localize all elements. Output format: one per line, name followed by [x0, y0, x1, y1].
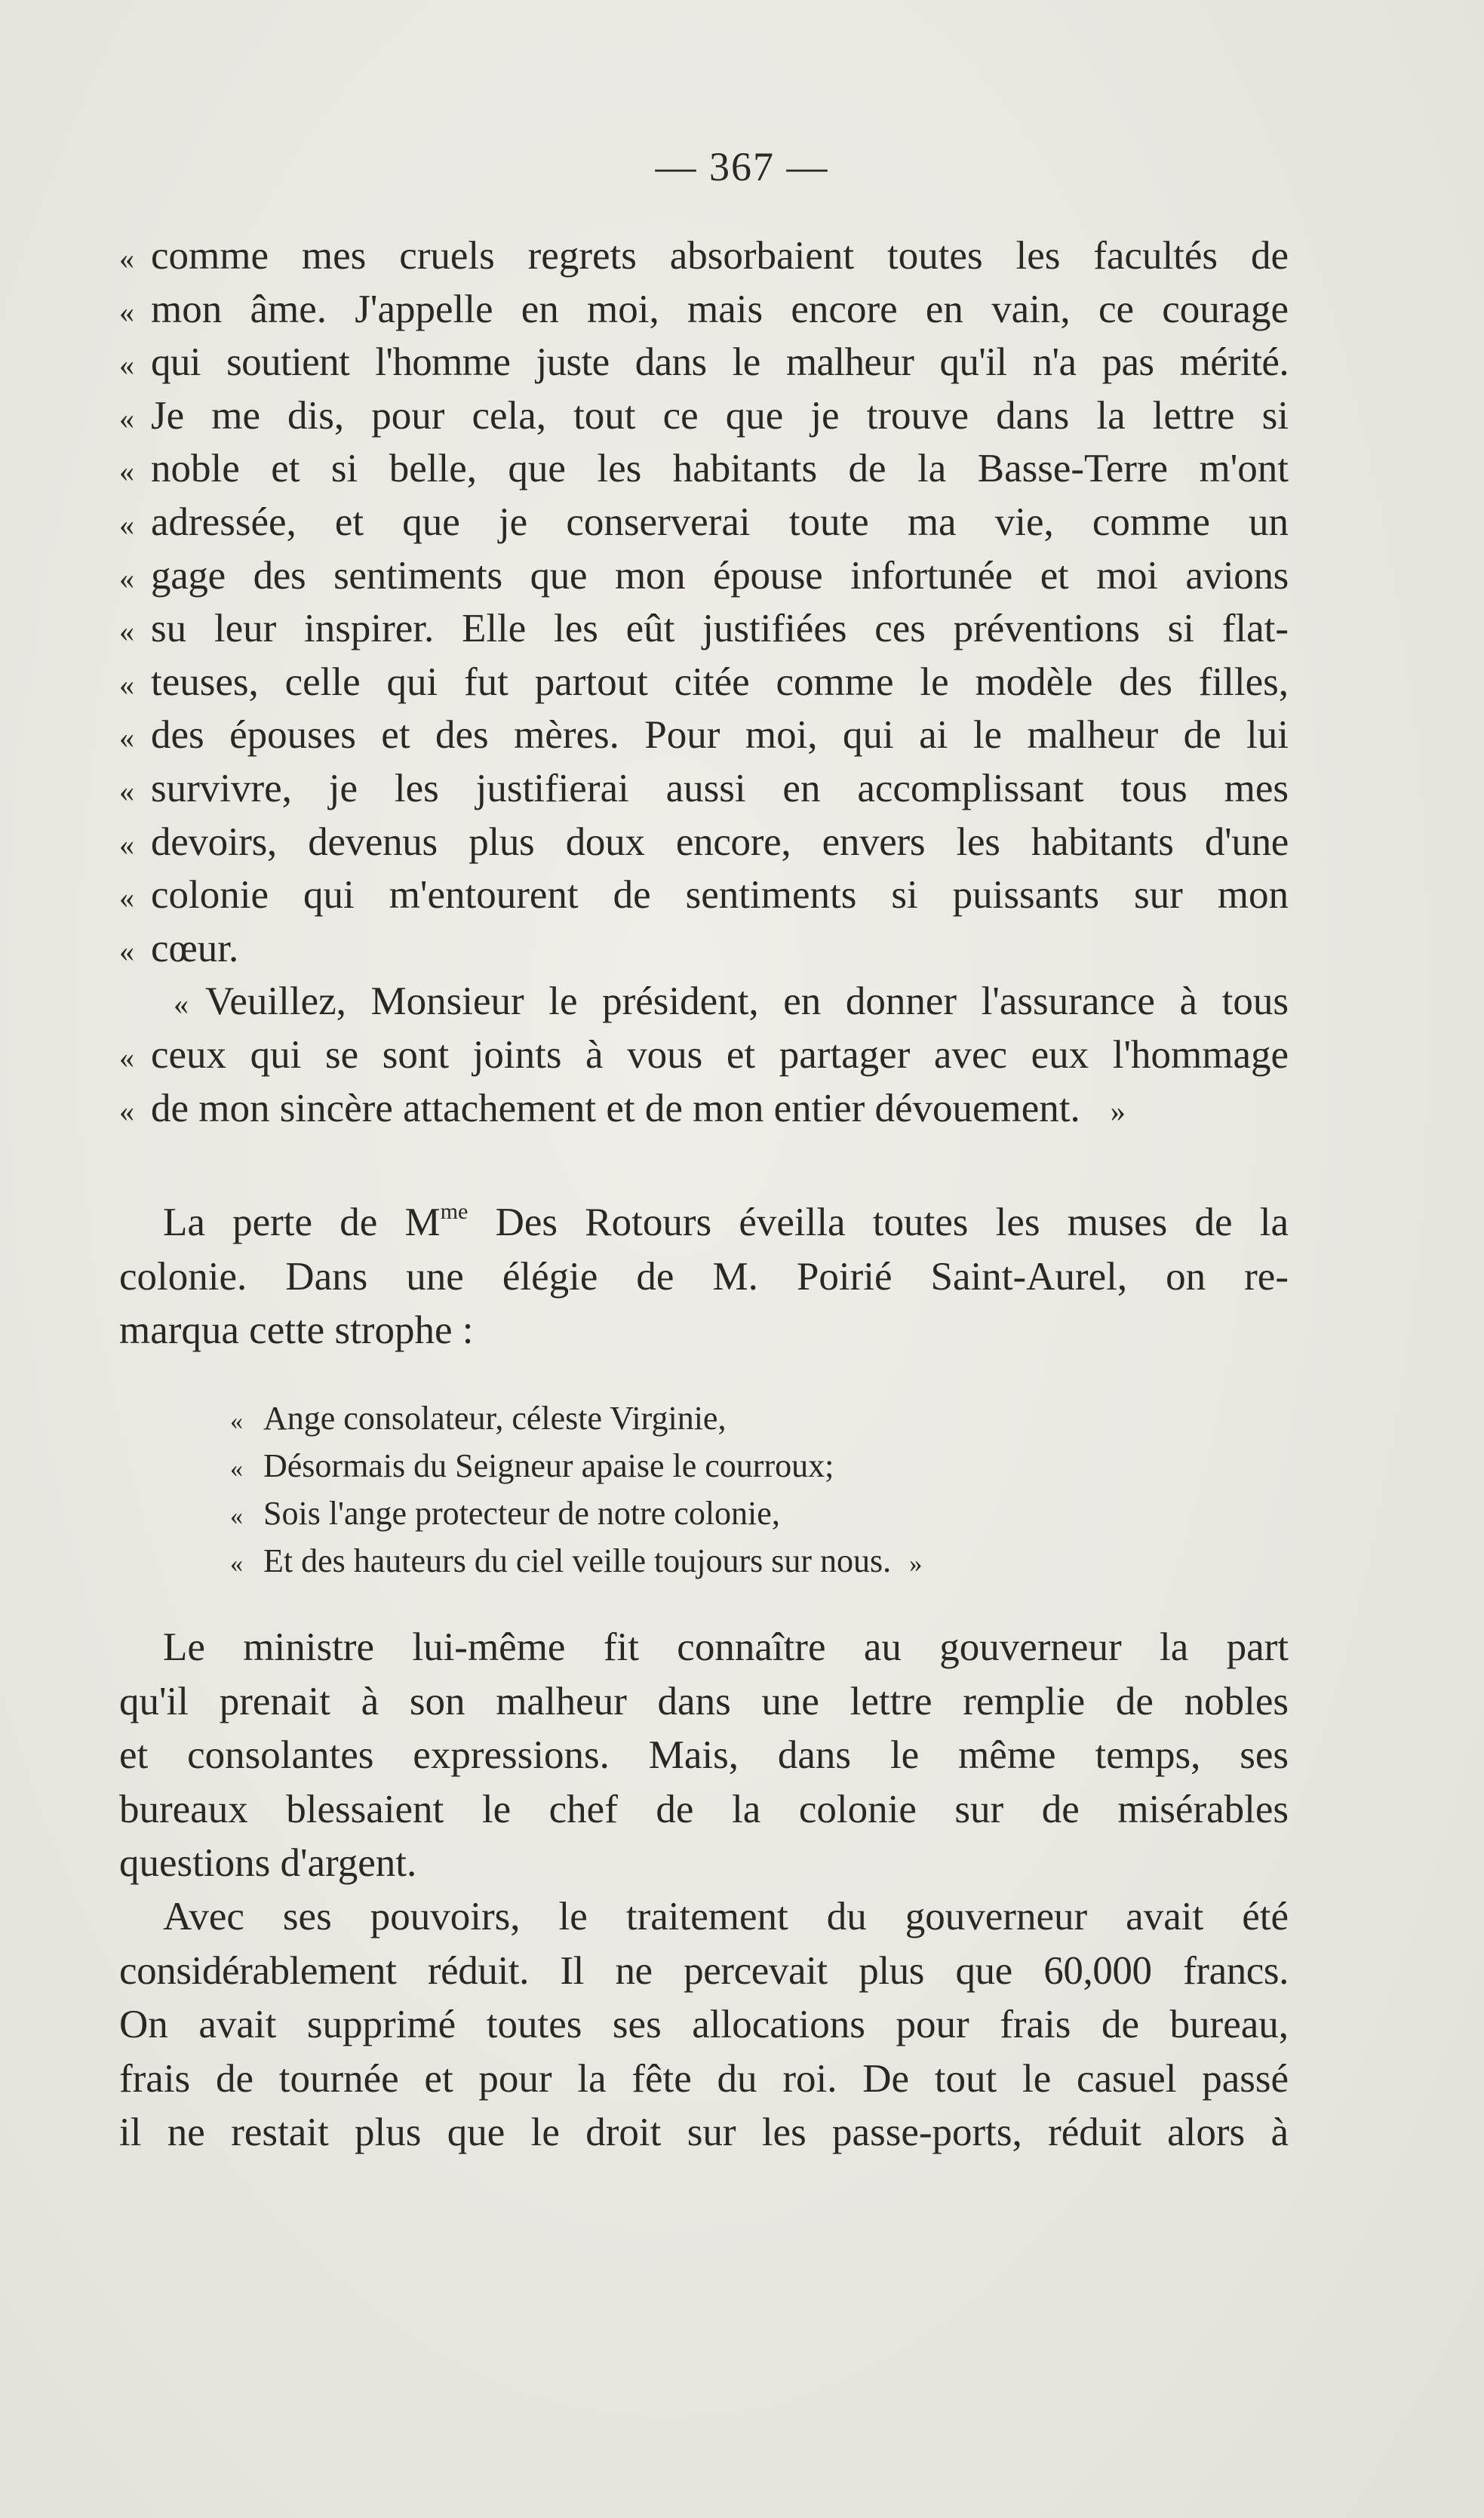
poem-line-text: Ange consolateur, céleste Virginie,	[263, 1400, 727, 1437]
letter-line-text: devoirs, devenus plus doux encore, envers les habitants d'une	[151, 819, 1289, 864]
letter-line-text: Je me dis, pour cela, tout ce que je trouve dans la lettre si	[151, 393, 1289, 438]
letter-line-text: su leur inspirer. Elle les eût justifiées ces préventions si flat-	[151, 607, 1289, 651]
quoted-letter	[119, 229, 1289, 1135]
letter-line	[119, 283, 1289, 337]
letter-line-text: noble et si belle, que les habitants de la Basse-Terre m'ont	[151, 447, 1289, 491]
paragraph-line: considérablement réduit. Il ne percevait plus que 60,000 francs.	[119, 1948, 1289, 1993]
paragraph-muses	[119, 1196, 1289, 1358]
letter-line	[119, 602, 1289, 656]
paragraph-salary	[119, 1890, 1289, 2160]
quote-mark: «	[119, 881, 134, 915]
paragraph-line: colonie. Dans une élégie de M. Poirié Saint-Aurel, on re-	[119, 1254, 1289, 1299]
quote-mark: «	[119, 348, 134, 383]
letter-line-text: des épouses et des mères. Pour moi, qui ai le malheur de lui	[151, 713, 1289, 758]
letter-line-text: qui soutient l'homme juste dans le malheur qu'il n'a pas mérité.	[151, 340, 1289, 385]
letter-line	[119, 816, 1289, 869]
letter-line	[119, 869, 1289, 922]
quote-mark: «	[174, 987, 189, 1022]
quote-mark: «	[119, 454, 134, 489]
letter-closing-line	[119, 975, 1289, 1028]
quote-mark: «	[230, 1502, 243, 1530]
poem-line-text: Et des hauteurs du ciel veille toujours sur nous.	[263, 1542, 892, 1579]
letter-line	[119, 389, 1289, 443]
quote-mark: «	[119, 667, 134, 702]
letter-line-text: adressée, et que je conserverai toute ma vie, comme un	[151, 500, 1289, 544]
poem-stanza	[230, 1394, 1135, 1585]
paragraph-minister	[119, 1621, 1289, 1891]
paragraph-line	[119, 1196, 1289, 1250]
letter-closing-line	[119, 1082, 1289, 1136]
paragraph-line: et consolantes expressions. Mais, dans le même temps, ses	[119, 1733, 1289, 1777]
quote-mark: «	[119, 561, 134, 595]
closing-quote-mark: »	[909, 1550, 923, 1578]
quote-mark: «	[119, 241, 134, 275]
letter-line-text: colonie qui m'entourent de sentiments si puissants sur mon	[151, 873, 1289, 918]
paragraph-text: Des Rotours éveilla toutes les muses de la	[468, 1201, 1289, 1244]
letter-line	[119, 336, 1289, 389]
quote-mark: «	[119, 401, 134, 435]
paragraph-line: frais de tournée et pour la fête du roi. De tout le casuel passé	[119, 2056, 1289, 2101]
poem-line-text: Désormais du Seigneur apaise le courroux;	[263, 1447, 834, 1484]
poem-line-text: Sois l'ange protecteur de notre colonie,	[263, 1495, 780, 1532]
quote-mark: «	[119, 294, 134, 329]
letter-line-text: mon âme. J'appelle en moi, mais encore en vain, ce courage	[151, 287, 1289, 331]
paragraph-line: bureaux blessaient le chef de la colonie sur de misérables	[119, 1787, 1289, 1831]
quote-mark: «	[230, 1550, 243, 1578]
paragraph-text: La perte de M	[163, 1201, 441, 1244]
paragraph-line: Avec ses pouvoirs, le traitement du gouverneur avait été	[163, 1895, 1289, 1938]
letter-line-text: de mon sincère attachement et de mon entier dévouement.	[151, 1086, 1080, 1130]
paragraph-line: Le ministre lui-même fit connaître au gouverneur la part	[163, 1625, 1289, 1669]
closing-quote-mark: »	[1110, 1093, 1126, 1128]
letter-line	[119, 922, 1289, 976]
quote-mark: «	[119, 773, 134, 808]
letter-line	[119, 656, 1289, 709]
poem-line	[230, 1442, 1135, 1490]
page-number: — 367 —	[655, 144, 829, 189]
letter-line-text: survivre, je les justifierai aussi en accomplissant tous mes	[151, 766, 1289, 810]
quote-mark: «	[119, 507, 134, 542]
letter-line	[119, 709, 1289, 762]
quote-mark: «	[119, 933, 134, 968]
letter-line	[119, 229, 1289, 283]
letter-line	[119, 762, 1289, 816]
paragraph-line: On avait supprimé toutes ses allocations pour frais de bureau,	[119, 2003, 1289, 2046]
poem-line	[230, 1537, 1135, 1585]
poem-line	[230, 1490, 1135, 1537]
letter-line	[119, 549, 1289, 603]
letter-line-text: teuses, celle qui fut partout citée comme le modèle des filles,	[151, 659, 1289, 704]
quote-mark: «	[230, 1407, 243, 1435]
paragraph-line: marqua cette strophe :	[119, 1308, 474, 1352]
quote-mark: «	[119, 614, 134, 649]
letter-line-text: Veuillez, Monsieur le président, en donner l'assurance à tous	[205, 979, 1289, 1024]
quote-mark: «	[230, 1455, 243, 1483]
quote-mark: «	[119, 1040, 134, 1075]
quote-mark: «	[119, 1093, 134, 1128]
paragraph-line: questions d'argent.	[119, 1841, 417, 1885]
paragraph-line: il ne restait plus que le droit sur les passe-ports, réduit alors à	[119, 2111, 1289, 2154]
letter-line-text: ceux qui se sont joints à vous et partager avec eux l'hommage	[151, 1032, 1289, 1077]
letter-line	[119, 496, 1289, 549]
quote-mark: «	[119, 721, 134, 755]
poem-line	[230, 1394, 1135, 1442]
letter-line-text: cœur.	[151, 926, 239, 970]
paragraph-line: qu'il prenait à son malheur dans une lettre remplie de nobles	[119, 1679, 1289, 1723]
letter-closing-line	[119, 1028, 1289, 1082]
letter-line	[119, 442, 1289, 496]
superscript-me: me	[440, 1199, 469, 1224]
letter-line-text: gage des sentiments que mon épouse infortunée et moi avions	[151, 553, 1289, 598]
letter-line-text: comme mes cruels regrets absorbaient toutes les facultés de	[151, 234, 1289, 278]
quote-mark: «	[119, 827, 134, 862]
